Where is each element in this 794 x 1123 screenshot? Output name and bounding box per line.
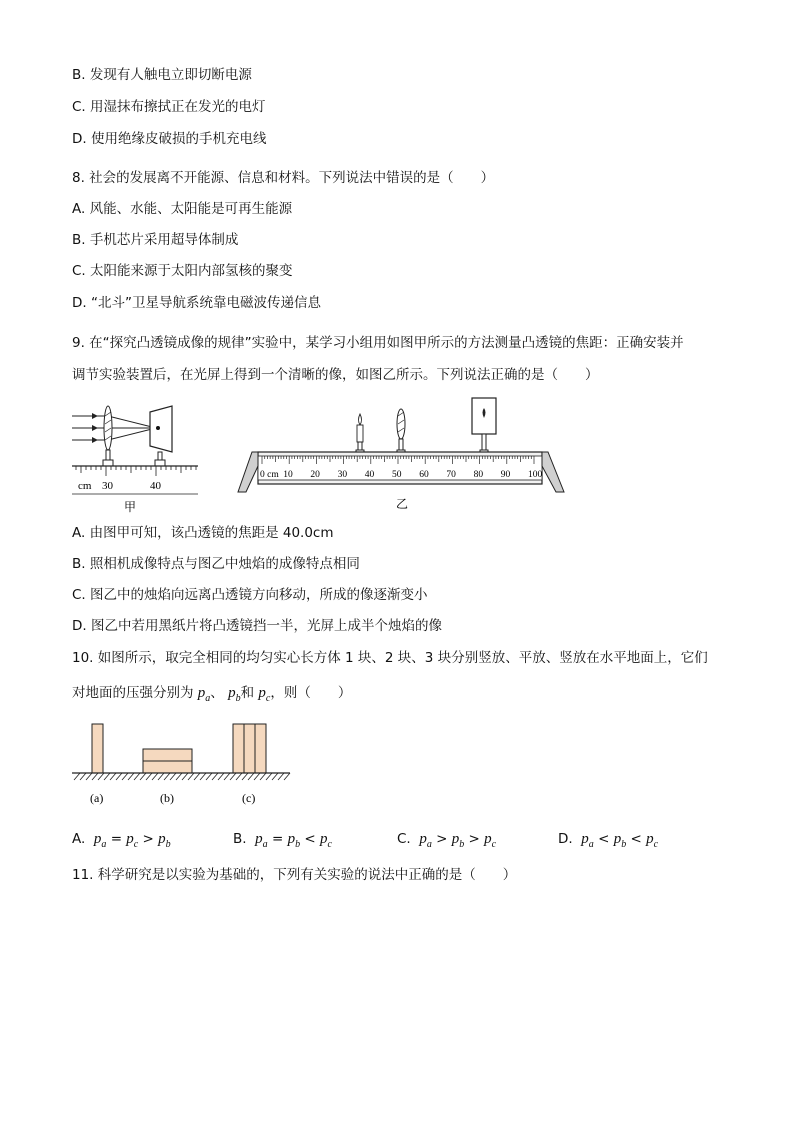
- block-c-3: [255, 724, 266, 773]
- label-a: (a): [90, 791, 104, 805]
- yi-scale-label: 40: [364, 470, 375, 480]
- q9-option-b: B. 照相机成像特点与图乙中烛焰的成像特点相同: [72, 556, 360, 572]
- q10-stem-line1: 10. 如图所示，取完全相同的均匀实心长方体 1 块、2 块、3 块分别竖放、平放、竖放在水平地面上，它们: [72, 650, 708, 666]
- q10-option-b: B. $p_a = p_b < p_c$: [233, 831, 332, 850]
- q10-option-c: C. $p_a > p_b > p_c$: [397, 831, 497, 850]
- q9-option-d: D. 图乙中若用黑纸片将凸透镜挡一半，光屏上成半个烛焰的像: [72, 618, 442, 634]
- q9-stem-line1: 9. 在“探究凸透镜成像的规律”实验中，某学习小组用如图甲所示的方法测量凸透镜的焦距：正确安装并: [72, 335, 684, 351]
- yi-scale-label: 60: [419, 470, 429, 480]
- q8-option-c: C. 太阳能来源于太阳内部氢核的聚变: [72, 263, 293, 279]
- label-b: (b): [160, 791, 174, 805]
- parallel-rays: [72, 416, 156, 440]
- jia-tick-40: 40: [150, 480, 161, 492]
- q10-figure: [70, 720, 294, 810]
- yi-scale-label: 70: [446, 470, 456, 480]
- block-a: [92, 724, 103, 773]
- yi-scale-label: 20: [310, 470, 320, 480]
- q10-option-d: D. $p_a < p_b < p_c$: [558, 831, 659, 850]
- jia-tick-30: 30: [102, 480, 113, 492]
- yi-caption: 乙: [396, 497, 409, 511]
- label-c: (c): [242, 791, 256, 805]
- yi-scale-label: 90: [500, 470, 511, 480]
- yi-scale-label: 100: [528, 470, 543, 480]
- q11-stem: 11. 科学研究是以实验为基础的，下列有关实验的说法中正确的是（ ）: [72, 867, 517, 883]
- q9-figure-yi: [234, 394, 568, 516]
- block-c-2: [244, 724, 255, 773]
- yi-scale-label: 80: [473, 470, 484, 480]
- block-c-1: [233, 724, 244, 773]
- candle-icon: [357, 414, 363, 442]
- q8-option-b: B. 手机芯片采用超导体制成: [72, 232, 239, 248]
- q8-option-d: D. “北斗”卫星导航系统靠电磁波传递信息: [72, 295, 321, 311]
- yi-scale-label: 30: [337, 470, 348, 480]
- q7-option-b: B. 发现有人触电立即切断电源: [72, 67, 252, 83]
- yi-scale-label: 0 cm: [260, 470, 279, 480]
- q7-option-d: D. 使用绝缘皮破损的手机充电线: [72, 131, 267, 147]
- block-b-top: [143, 749, 192, 761]
- light-screen-icon: [150, 406, 172, 452]
- block-b-bottom: [143, 761, 192, 773]
- yi-scale-label: 10: [283, 470, 293, 480]
- jia-caption: 甲: [124, 500, 137, 514]
- yi-scale-label: 50: [392, 470, 402, 480]
- jia-unit-label: cm: [78, 480, 92, 492]
- q8-stem: 8. 社会的发展离不开能源、信息和材料。下列说法中错误的是（ ）: [72, 170, 495, 186]
- q9-option-a: A. 由图甲可知，该凸透镜的焦距是 40.0cm: [72, 525, 334, 541]
- q10-option-a: A. $p_a = p_c > p_b$: [72, 831, 171, 850]
- q10-stem-line2: 对地面的压强分别为 $p_a$、 $p_b$和 $p_c$，则（ ）: [72, 685, 352, 704]
- light-screen-icon: [472, 398, 496, 434]
- q7-option-c: C. 用湿抹布擦拭正在发光的电灯: [72, 99, 266, 115]
- convex-lens-icon: [397, 409, 405, 439]
- q9-option-c: C. 图乙中的烛焰向远离凸透镜方向移动，所成的像逐渐变小: [72, 587, 428, 603]
- q9-stem-line2: 调节实验装置后，在光屏上得到一个清晰的像，如图乙所示。下列说法正确的是（ ）: [72, 367, 599, 383]
- q9-figure-jia: [70, 398, 200, 516]
- q8-option-a: A. 风能、水能、太阳能是可再生能源: [72, 201, 293, 217]
